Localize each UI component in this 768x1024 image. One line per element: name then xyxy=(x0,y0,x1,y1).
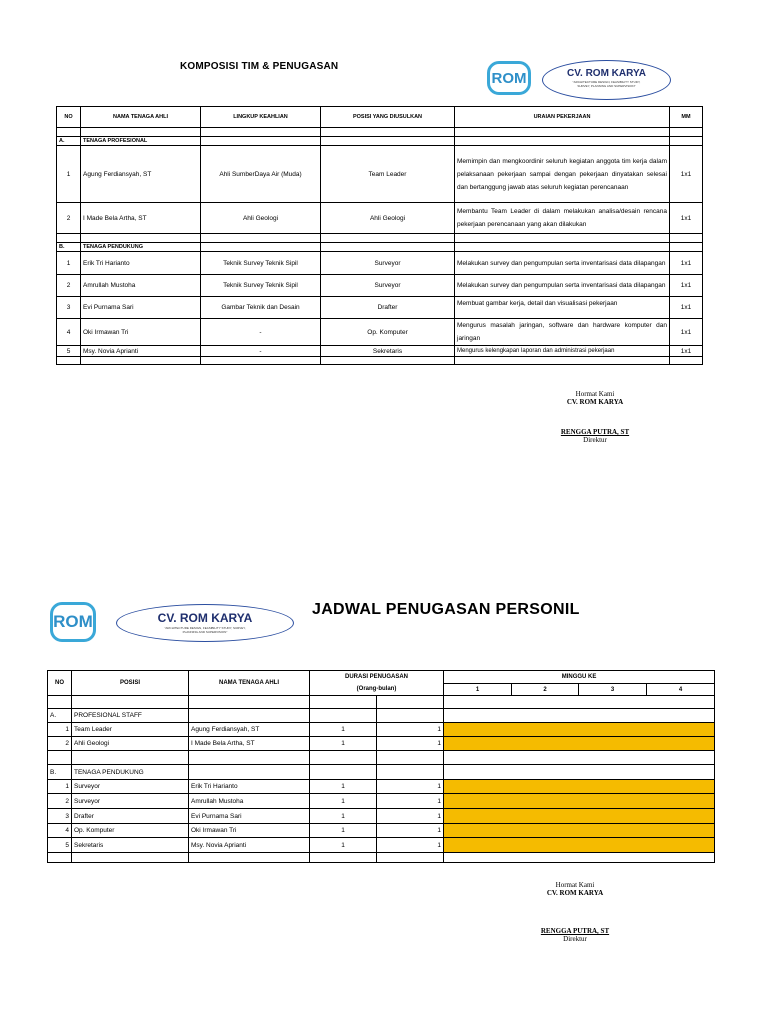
row-durasi-2: 1 xyxy=(377,809,444,824)
signature-firm: CV. ROM KARYA xyxy=(566,398,624,406)
schedule-bar xyxy=(444,723,715,737)
row-durasi-1: 1 xyxy=(310,824,377,838)
header-posisi: POSISI YANG DIUSULKAN xyxy=(321,107,455,128)
section-letter: B. xyxy=(48,765,72,780)
row-no: 2 xyxy=(48,737,72,751)
signature-block-1 xyxy=(540,390,650,444)
row-posisi: Surveyor xyxy=(72,794,189,809)
row-desc: Memimpin dan mengkoordinir seluruh kegiatan anggota tim kerja dalam pelaksanaan pekerjaan sampai dengan pekerjaan dinyatakan selesai dan bertanggung jawab atas seluruh kegiatan perencanaan xyxy=(455,146,670,203)
row-posisi: Ahli Geologi xyxy=(72,737,189,751)
row-skill: Ahli Geologi xyxy=(201,203,321,234)
section-letter: B. xyxy=(57,243,81,252)
row-name: Evi Purnama Sari xyxy=(81,297,201,319)
header-nama: NAMA TENAGA AHLI xyxy=(189,671,310,696)
row-position: Op. Komputer xyxy=(321,319,455,346)
row-durasi-2: 1 xyxy=(377,780,444,794)
row-durasi-2: 1 xyxy=(377,737,444,751)
header-week-1: 1 xyxy=(444,684,512,696)
header-durasi-unit: (Orang-bulan) xyxy=(310,684,444,696)
row-name: Erik Tri Harianto xyxy=(81,252,201,275)
composition-table xyxy=(56,106,703,365)
row-nama: Msy. Novia Aprianti xyxy=(189,838,310,853)
table-row xyxy=(57,319,703,346)
company-tagline: "ARCHITECTURE DESIGN, FEASIBILITY STUDY, SURVEY, PLANNING AND SUPERVISION" xyxy=(572,80,641,88)
section-row xyxy=(48,709,715,723)
row-name: Oki Irmawan Tri xyxy=(81,319,201,346)
row-no: 3 xyxy=(57,297,81,319)
row-nama: Evi Purnama Sari xyxy=(189,809,310,824)
row-nama: I Made Bela Artha, ST xyxy=(189,737,310,751)
row-mm: 1x1 xyxy=(670,203,703,234)
schedule-bar xyxy=(444,824,715,838)
row-desc: Melakukan survey dan pengumpulan serta inventarisasi data dilapangan xyxy=(455,275,670,297)
row-no: 4 xyxy=(48,824,72,838)
row-nama: Erik Tri Harianto xyxy=(189,780,310,794)
row-durasi-2: 1 xyxy=(377,794,444,809)
row-no: 1 xyxy=(48,780,72,794)
row-skill: Gambar Teknik dan Desain xyxy=(201,297,321,319)
row-mm: 1x1 xyxy=(670,275,703,297)
row-posisi: Team Leader xyxy=(72,723,189,737)
table-row xyxy=(57,275,703,297)
signature-name: RENGGA PUTRA, ST xyxy=(540,927,610,935)
schedule-header-row xyxy=(48,671,715,684)
row-name: Amrullah Mustoha xyxy=(81,275,201,297)
signature-title: Direktur xyxy=(563,935,587,943)
row-name: Msy. Novia Aprianti xyxy=(81,346,201,357)
signature-firm: CV. ROM KARYA xyxy=(546,889,604,897)
row-skill: Teknik Survey Teknik Sipil xyxy=(201,252,321,275)
row-no: 3 xyxy=(48,809,72,824)
rom-logo-icon: ROM xyxy=(50,602,96,642)
row-mm: 1x1 xyxy=(670,297,703,319)
schedule-row xyxy=(48,780,715,794)
schedule-table xyxy=(47,670,715,863)
row-no: 1 xyxy=(57,252,81,275)
section-label: TENAGA PENDUKUNG xyxy=(81,243,201,252)
row-posisi: Surveyor xyxy=(72,780,189,794)
schedule-row xyxy=(48,737,715,751)
row-no: 5 xyxy=(48,838,72,853)
row-position: Sekretaris xyxy=(321,346,455,357)
row-mm: 1x1 xyxy=(670,319,703,346)
signature-title: Direktur xyxy=(583,436,607,444)
section-letter: A. xyxy=(57,137,81,146)
signature-name: RENGGA PUTRA, ST xyxy=(560,428,630,436)
table-row xyxy=(57,203,703,234)
company-name: CV. ROM KARYA xyxy=(157,611,253,625)
rom-logo-icon: ROM xyxy=(487,61,531,95)
header-nama: NAMA TENAGA AHLI xyxy=(81,107,201,128)
row-durasi-1: 1 xyxy=(310,838,377,853)
row-skill: - xyxy=(201,346,321,357)
row-durasi-1: 1 xyxy=(310,737,377,751)
row-no: 2 xyxy=(57,203,81,234)
row-no: 2 xyxy=(48,794,72,809)
row-position: Team Leader xyxy=(321,146,455,203)
row-posisi: Drafter xyxy=(72,809,189,824)
row-mm: 1x1 xyxy=(670,346,703,357)
row-nama: Oki Irmawan Tri xyxy=(189,824,310,838)
row-no: 1 xyxy=(57,146,81,203)
header-week-4: 4 xyxy=(647,684,715,696)
section-label: TENAGA PENDUKUNG xyxy=(72,765,189,780)
row-mm: 1x1 xyxy=(670,146,703,203)
table-row xyxy=(57,252,703,275)
row-durasi-2: 1 xyxy=(377,838,444,853)
section-letter: A. xyxy=(48,709,72,723)
row-nama: Agung Ferdiansyah, ST xyxy=(189,723,310,737)
header-posisi: POSISI xyxy=(72,671,189,696)
schedule-row xyxy=(48,809,715,824)
header-week-3: 3 xyxy=(579,684,647,696)
company-logo-oval xyxy=(542,60,671,100)
section-label: TENAGA PROFESIONAL xyxy=(81,137,201,146)
row-no: 5 xyxy=(57,346,81,357)
section-row xyxy=(48,765,715,780)
header-durasi: DURASI PENUGASAN xyxy=(310,671,444,684)
row-nama: Amrullah Mustoha xyxy=(189,794,310,809)
row-desc: Mengurus kelengkapan laporan dan administrasi pekerjaan xyxy=(455,346,670,357)
section-label: PROFESIONAL STAFF xyxy=(72,709,189,723)
spacer-row xyxy=(57,128,703,137)
row-name: I Made Bela Artha, ST xyxy=(81,203,201,234)
row-desc: Membantu Team Leader di dalam melakukan analisa/desain rencana pekerjaan perencanaan yang akan dilakukan xyxy=(455,203,670,234)
header-no: NO xyxy=(57,107,81,128)
row-mm: 1x1 xyxy=(670,252,703,275)
spacer-row xyxy=(48,853,715,863)
row-durasi-2: 1 xyxy=(377,723,444,737)
schedule-bar xyxy=(444,838,715,853)
schedule-row xyxy=(48,794,715,809)
row-no: 1 xyxy=(48,723,72,737)
row-durasi-2: 1 xyxy=(377,824,444,838)
schedule-row xyxy=(48,824,715,838)
schedule-row xyxy=(48,838,715,853)
header-uraian: URAIAN PEKERJAAN xyxy=(455,107,670,128)
table-row xyxy=(57,346,703,357)
section-row xyxy=(57,243,703,252)
signature-closing: Hormat Kami xyxy=(555,881,595,889)
row-position: Drafter xyxy=(321,297,455,319)
row-no: 2 xyxy=(57,275,81,297)
row-durasi-1: 1 xyxy=(310,809,377,824)
spacer-row xyxy=(57,357,703,365)
schedule-bar xyxy=(444,794,715,809)
row-position: Surveyor xyxy=(321,275,455,297)
header-no: NO xyxy=(48,671,72,696)
page1-title: KOMPOSISI TIM & PENUGASAN xyxy=(180,61,339,72)
spacer-row xyxy=(48,751,715,765)
row-no: 4 xyxy=(57,319,81,346)
header-week-2: 2 xyxy=(512,684,579,696)
section-row xyxy=(57,137,703,146)
row-name: Agung Ferdiansyah, ST xyxy=(81,146,201,203)
signature-closing: Hormat Kami xyxy=(575,390,615,398)
company-logo-oval xyxy=(116,604,294,642)
row-posisi: Sekretaris xyxy=(72,838,189,853)
row-skill: Teknik Survey Teknik Sipil xyxy=(201,275,321,297)
schedule-bar xyxy=(444,780,715,794)
company-name: CV. ROM KARYA xyxy=(567,68,646,79)
header-lingkup: LINGKUP KEAHLIAN xyxy=(201,107,321,128)
header-mm: MM xyxy=(670,107,703,128)
header-minggu: MINGGU KE xyxy=(444,671,715,684)
table-row xyxy=(57,297,703,319)
row-position: Surveyor xyxy=(321,252,455,275)
row-desc: Melakukan survey dan pengumpulan serta inventarisasi data dilapangan xyxy=(455,252,670,275)
spacer-row xyxy=(48,696,715,709)
row-durasi-1: 1 xyxy=(310,794,377,809)
signature-block-2 xyxy=(520,881,630,943)
company-tagline: "ARCHITECTURE DESIGN, FEASIBILITY STUDY, SURVEY, PLANNING AND SUPERVISION" xyxy=(164,626,246,634)
spacer-row xyxy=(57,234,703,243)
row-posisi: Op. Komputer xyxy=(72,824,189,838)
row-desc: Membuat gambar kerja, detail dan visualisasi pekerjaan xyxy=(455,297,670,319)
schedule-bar xyxy=(444,809,715,824)
schedule-bar xyxy=(444,737,715,751)
schedule-row xyxy=(48,723,715,737)
page2-title: JADWAL PENUGASAN PERSONIL xyxy=(312,601,580,618)
row-desc: Mengurus masalah jaringan, software dan hardware komputer dan jaringan xyxy=(455,319,670,346)
table-header-row xyxy=(57,107,703,128)
row-skill: - xyxy=(201,319,321,346)
row-durasi-1: 1 xyxy=(310,780,377,794)
row-skill: Ahli SumberDaya Air (Muda) xyxy=(201,146,321,203)
row-position: Ahli Geologi xyxy=(321,203,455,234)
row-durasi-1: 1 xyxy=(310,723,377,737)
table-row xyxy=(57,146,703,203)
